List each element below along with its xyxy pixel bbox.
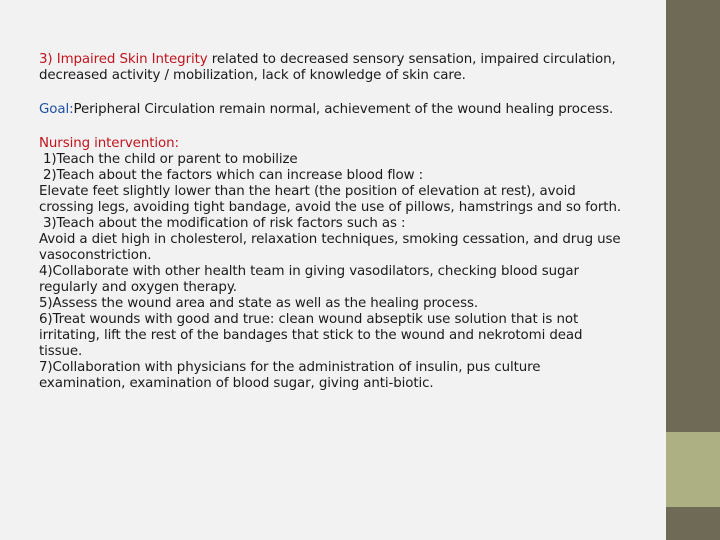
diagnosis-paragraph [39, 52, 624, 84]
intervention-line: 3)Teach about the modification of risk factors such as : [43, 216, 406, 231]
spacer [39, 118, 624, 136]
intervention-line: 7)Collaboration with physicians for the administration of insulin, pus culture examination, examination of blood sugar, giving anti-biotic. [39, 360, 541, 391]
intervention-heading: Nursing intervention: [39, 136, 179, 151]
intervention-line: Elevate feet slightly lower than the heart (the position of elevation at rest), avoid crossing legs, avoiding tight bandage, avoid the use of pillows, hamstrings and so forth. [39, 184, 621, 215]
intervention-line: 1)Teach the child or parent to mobilize [43, 152, 298, 167]
goal-label: Goal: [39, 102, 74, 117]
goal-text: Peripheral Circulation remain normal, achievement of the wound healing process. [73, 102, 614, 117]
intervention-line: 5)Assess the wound area and state as well as the healing process. [39, 296, 478, 311]
intervention-line: 6)Treat wounds with good and true: clean wound abseptik use solution that is not irritating, lift the rest of the bandages that stick to the wound and nekrotomi dead tissue. [39, 312, 583, 359]
intervention-paragraph [39, 136, 624, 392]
intervention-line: 2)Teach about the factors which can increase blood flow : [43, 168, 424, 183]
spacer [39, 84, 624, 102]
sidebar-accent-block [666, 432, 720, 507]
diagnosis-number: 3) [39, 52, 53, 67]
diagnosis-title: Impaired Skin Integrity [56, 52, 208, 67]
intervention-line: Avoid a diet high in cholesterol, relaxation techniques, smoking cessation, and drug use vasoconstriction. [39, 232, 621, 263]
slide-body [39, 52, 624, 392]
diagnosis-rest: related to decreased sensory sensation, impaired circulation, decreased activity / mobilization, lack of knowledge of skin care. [39, 52, 616, 83]
intervention-line: 4)Collaborate with other health team in giving vasodilators, checking blood sugar regularly and oxygen therapy. [39, 264, 579, 295]
goal-paragraph [39, 102, 624, 118]
decorative-sidebar [666, 0, 720, 540]
